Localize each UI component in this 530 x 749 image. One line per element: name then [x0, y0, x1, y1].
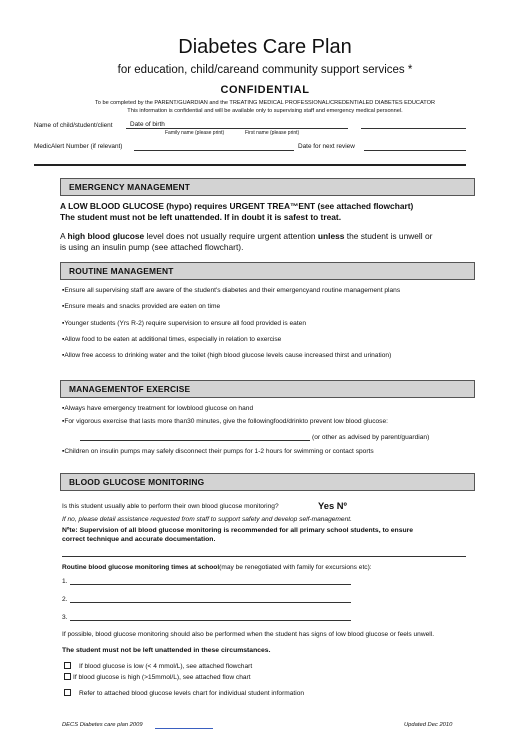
- low-glucose-line-1: A LOW BLOOD GLUCOSE (hypo) requires URGENT TREA™ENT (see attached flowchart): [60, 201, 414, 211]
- low-glucose-check-label: If blood glucose is low (< 4 mmol/L), see attached flowchart: [79, 663, 253, 670]
- exercise-bullet-1: ▪Always have emergency treatment for lowblood glucose on hand: [62, 405, 254, 412]
- exercise-food-field[interactable]: [80, 440, 310, 441]
- monitoring-times-bold: Routine blood glucose monitoring times at school: [62, 564, 220, 571]
- high-glucose-unless: unless: [317, 231, 345, 241]
- name-label: Name of child/student/client: [34, 122, 113, 129]
- exercise-bullet-2: ▪For vigorous exercise that lasts more than30 minutes, give the followingfood/drinkto prevent low blood glucose:: [62, 418, 388, 425]
- high-glucose-line-2: is using an insulin pump (see attached flowchart).: [60, 242, 244, 252]
- if-possible-note: If possible, blood glucose monitoring should also be performed when the student has signs of low blood glucose or feels unwell.: [62, 631, 435, 638]
- low-glucose-checkbox[interactable]: [64, 662, 71, 669]
- high-glucose-check-label: If blood glucose is high (>15mmol/L), see attached flow chart: [73, 674, 251, 681]
- if-no-note: If no, please detail assistance requested from staff to support safety and develop self-management.: [62, 516, 352, 523]
- time-item-2: 2.: [62, 596, 68, 603]
- high-glucose-bold: high blood glucose: [67, 231, 145, 241]
- monitoring-section-header: [60, 473, 475, 491]
- routine-section-header: [60, 262, 475, 280]
- emergency-heading: EMERGENCY MANAGEMENT: [69, 182, 191, 192]
- high-glucose-post: the student is unwell or: [344, 231, 433, 241]
- assistance-field[interactable]: [62, 556, 466, 557]
- chart-reference-checkbox[interactable]: [64, 689, 71, 696]
- unattended-warning: The student must not be left unattended in these circumstances.: [62, 647, 271, 654]
- footer-left: DECS Diabetes care plan 2009: [62, 722, 143, 728]
- time-item-3: 3.: [62, 614, 68, 621]
- routine-bullet-4: ▪Allow food to be eaten at additional times, especially in relation to exercise: [62, 336, 282, 343]
- routine-bullet-text: Ensure all supervising staff are aware of the student's diabetes and their emergencyand routine management plans: [64, 287, 401, 294]
- header-divider: [34, 164, 466, 166]
- monitoring-times: [62, 564, 372, 571]
- dob-field[interactable]: [361, 128, 466, 129]
- review-label: Date for next review: [298, 143, 355, 150]
- footer-right: Updated Dec 2010: [404, 722, 453, 728]
- exercise-heading: MANAGEMENTOF EXERCISE: [69, 384, 191, 394]
- high-glucose-checkbox[interactable]: [64, 673, 71, 680]
- note-line-2: correct technique and accurate documentation.: [62, 536, 216, 543]
- high-glucose-pre: A: [60, 231, 68, 241]
- emergency-section-header: [60, 178, 475, 196]
- high-glucose-line-1: [60, 231, 432, 241]
- medicalert-field[interactable]: [134, 150, 294, 151]
- routine-bullet-1: ▪Ensure all supervising staff are aware of the student's diabetes and their emergencyand routine management plans: [62, 287, 401, 294]
- first-name-hint: First name (please print): [245, 130, 300, 136]
- dob-label: Date of birth: [130, 121, 165, 128]
- low-glucose-line-2: The student must not be left unattended. If in doubt it is safest to treat.: [60, 212, 342, 222]
- exercise-bullet-text: Children on insulin pumps may safely disconnect their pumps for 1-2 hours for swimming or contact sports: [64, 448, 374, 455]
- monitoring-times-rest: (may be renegotiated with family for excursions etc):: [219, 564, 372, 571]
- routine-bullet-2: ▪Ensure meals and snacks provided are eaten on time: [62, 303, 221, 310]
- exercise-bullet-text: Always have emergency treatment for lowblood glucose on hand: [64, 405, 254, 412]
- routine-bullet-text: Younger students (Yrs R-2) require supervision to ensure all food provided is eaten: [64, 320, 307, 327]
- exercise-bullet-text: For vigorous exercise that lasts more than30 minutes, give the followingfood/drinkto prevent low blood glucose:: [64, 418, 388, 425]
- footer-link-line: [155, 728, 213, 729]
- confidential-label: CONFIDENTIAL: [220, 84, 310, 96]
- instruction-line-2: This information is confidential and will be available only to supervising staff and emergency medical personnel.: [127, 108, 403, 114]
- monitoring-heading: BLOOD GLUCOSE MONITORING: [69, 477, 205, 487]
- routine-heading: ROUTINE MANAGEMENT: [69, 266, 174, 276]
- page-subtitle: for education, child/careand community support services *: [117, 64, 413, 76]
- exercise-bullet-3: ▪Children on insulin pumps may safely disconnect their pumps for 1-2 hours for swimming or contact sports: [62, 448, 374, 455]
- routine-bullet-text: Allow free access to drinking water and the toilet (high blood glucose levels cause increased thirst and urination): [64, 352, 392, 359]
- instruction-line-1: To be completed by the PARENT/GUARDIAN and the TREATING MEDICAL PROFESSIONAL/CREDENTIALED DIABETES EDUCATOR: [95, 100, 435, 106]
- time-field-1[interactable]: [70, 584, 351, 585]
- time-item-1: 1.: [62, 578, 68, 585]
- name-field[interactable]: [126, 128, 348, 129]
- routine-bullet-text: Ensure meals and snacks provided are eaten on time: [64, 303, 221, 310]
- family-name-hint: Family name (please print): [165, 130, 225, 136]
- routine-bullet-text: Allow food to be eaten at additional times, especially in relation to exercise: [64, 336, 282, 343]
- medicalert-label: MedicAlert Number (if relevant): [34, 143, 123, 150]
- chart-reference-check-label: Refer to attached blood glucose levels chart for individual student information: [79, 690, 305, 697]
- yes-no-options[interactable]: Yes Nº: [318, 500, 347, 511]
- high-glucose-mid: level does not usually require urgent attention: [144, 231, 318, 241]
- advised-note: (or other as advised by parent/guardian): [312, 434, 430, 441]
- time-field-3[interactable]: [70, 620, 351, 621]
- page-title: Diabetes Care Plan: [178, 36, 352, 58]
- routine-bullet-3: ▪Younger students (Yrs R-2) require supervision to ensure all food provided is eaten: [62, 320, 307, 327]
- time-field-2[interactable]: [70, 602, 351, 603]
- note-line-1: Nºte: Supervision of all blood glucose monitoring is recommended for all primary school students, to ensure: [62, 527, 414, 534]
- review-date-field[interactable]: [364, 150, 466, 151]
- self-monitoring-question: Is this student usually able to perform their own blood glucose monitoring?: [62, 503, 279, 510]
- exercise-section-header: [60, 380, 475, 398]
- routine-bullet-5: ▪Allow free access to drinking water and the toilet (high blood glucose levels cause increased thirst and urination): [62, 352, 392, 359]
